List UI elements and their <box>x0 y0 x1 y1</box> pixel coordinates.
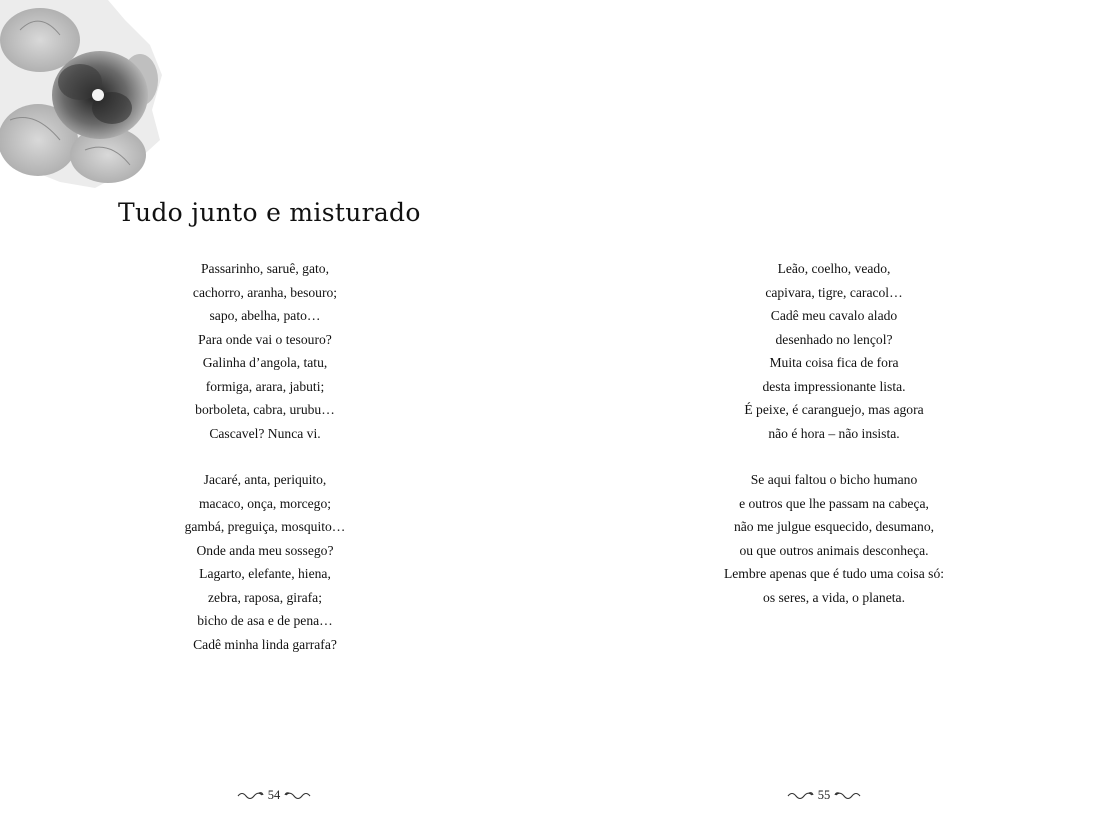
verse-line: Cascavel? Nunca vi. <box>209 425 321 441</box>
verse-line: Onde anda meu sossego? <box>196 542 334 558</box>
page-number-right <box>764 787 884 803</box>
verse-line: cachorro, aranha, besouro; <box>192 284 338 300</box>
verse-line: Para onde vai o tesouro? <box>198 331 332 347</box>
ornament-icon <box>237 790 265 800</box>
verse-line: não é hora – não insista. <box>768 425 900 441</box>
verse-line: macaco, onça, morcego; <box>198 495 332 511</box>
verse-line: Cadê minha linda garrafa? <box>193 636 337 652</box>
page-number: 54 <box>267 787 281 802</box>
verse-line: Jacaré, anta, periquito, <box>203 472 327 487</box>
verse-line: Muita coisa fica de fora <box>769 355 899 370</box>
verse-line: Lembre apenas que é tudo uma coisa só: <box>723 566 945 581</box>
verse-line: ou que outros animais desconheça. <box>739 542 929 558</box>
verse-line: desta impressionante lista. <box>762 378 906 394</box>
verse-line: não me julgue esquecido, desumano, <box>733 519 935 534</box>
ornament-icon <box>283 790 311 800</box>
left-stanza-2 <box>55 468 475 656</box>
verse-line: sapo, abelha, pato… <box>209 308 321 323</box>
right-stanza-1 <box>624 257 1044 445</box>
verse-line: Cadê meu cavalo alado <box>770 308 898 323</box>
verse-line: bicho de asa e de pena… <box>197 613 333 628</box>
verse-line: os seres, a vida, o planeta. <box>763 589 905 605</box>
right-stanza-2 <box>624 468 1044 609</box>
ornament-icon <box>787 790 815 800</box>
verse-line: borboleta, cabra, urubu… <box>195 402 335 417</box>
left-stanza-1 <box>55 257 475 445</box>
verse-line: Lagarto, elefante, hiena, <box>199 566 331 581</box>
verse-line: gambá, preguiça, mosquito… <box>184 519 346 534</box>
page-number-left <box>214 787 334 803</box>
page-number: 55 <box>817 787 831 802</box>
verse-line: formiga, arara, jabuti; <box>205 378 325 394</box>
flower-illustration <box>0 0 165 190</box>
verse-line: Passarinho, saruê, gato, <box>201 261 329 276</box>
verse-line: desenhado no lençol? <box>775 331 893 347</box>
verse-line: capivara, tigre, caracol… <box>765 284 903 300</box>
verse-line: e outros que lhe passam na cabeça, <box>739 495 929 511</box>
poem-title: Tudo junto e misturado <box>118 198 421 227</box>
verse-line: Se aqui faltou o bicho humano <box>750 472 918 487</box>
verse-line: É peixe, é caranguejo, mas agora <box>744 402 924 417</box>
verse-line: Galinha d’angola, tatu, <box>202 355 328 370</box>
ornament-icon <box>833 790 861 800</box>
verse-line: Leão, coelho, veado, <box>777 261 891 276</box>
verse-line: zebra, raposa, girafa; <box>208 589 322 605</box>
